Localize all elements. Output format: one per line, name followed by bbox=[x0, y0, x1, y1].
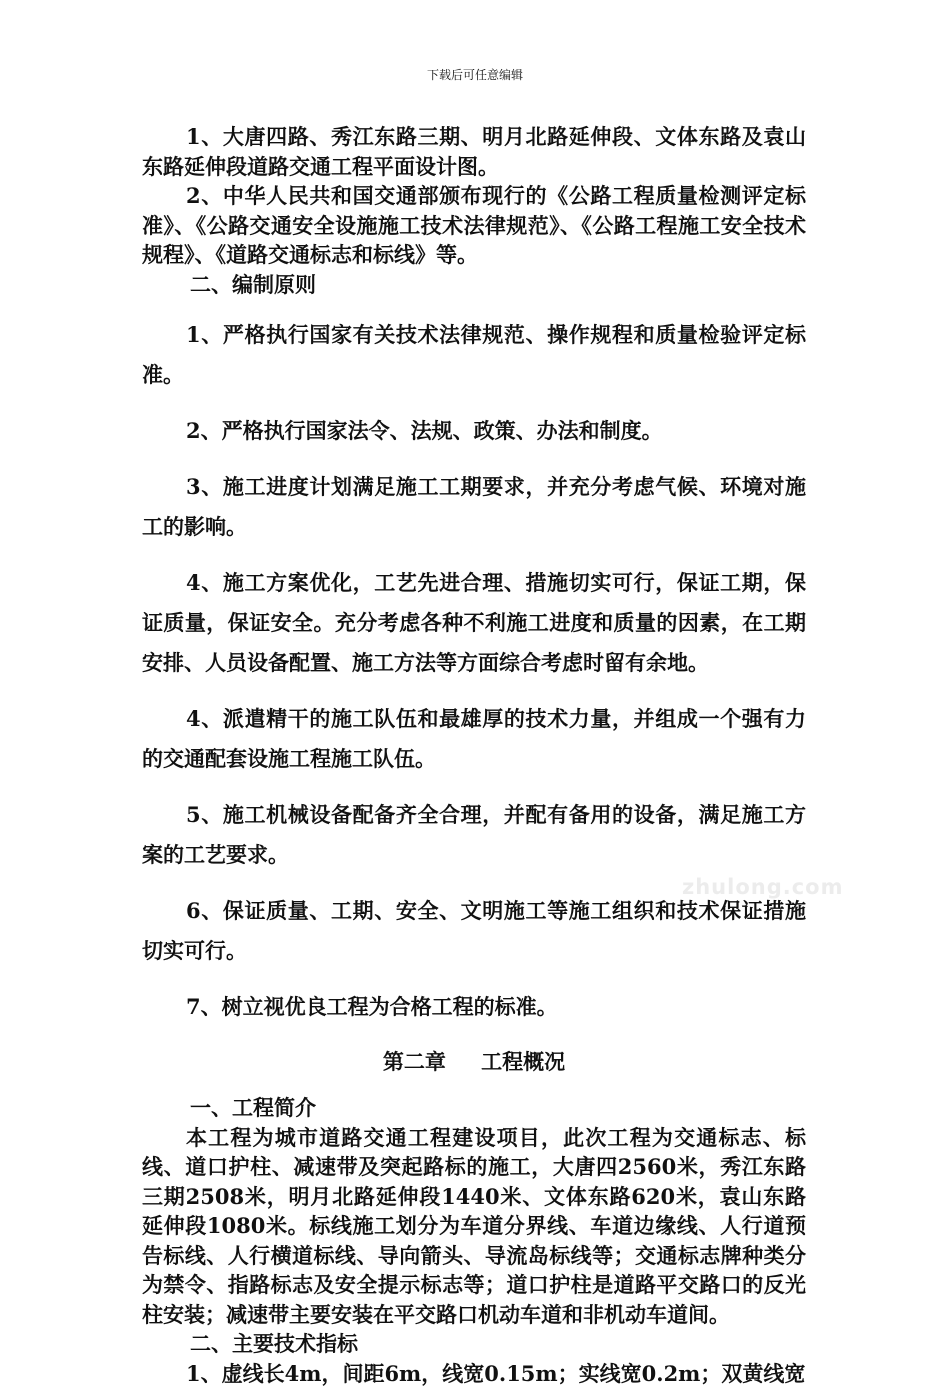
basis-item-1: 1、大唐四路、秀江东路三期、明月北路延伸段、文体东路及袁山东路延伸段道路交通工程平面设计图。 bbox=[142, 122, 806, 181]
watermark: zhulong.com bbox=[682, 875, 843, 899]
principle-item-3: 3、施工进度计划满足施工工期要求，并充分考虑气候、环境对施工的影响。 bbox=[142, 467, 806, 547]
chapter-title: 第二章 工程概况 bbox=[142, 1047, 806, 1077]
principle-item-2: 2、严格执行国家法令、法规、政策、办法和制度。 bbox=[142, 411, 806, 451]
section-heading-tech: 二、主要技术指标 bbox=[142, 1329, 806, 1359]
principle-item-6: 5、施工机械设备配备齐全合理，并配有备用的设备，满足施工方案的工艺要求。 bbox=[142, 795, 806, 875]
section-heading-intro: 一、工程简介 bbox=[142, 1093, 806, 1123]
principle-item-5: 4、派遣精干的施工队伍和最雄厚的技术力量，并组成一个强有力的交通配套设施工程施工队伍。 bbox=[142, 699, 806, 779]
project-intro: 本工程为城市道路交通工程建设项目，此次工程为交通标志、标线、道口护柱、减速带及突起路标的施工，大唐四2560米，秀江东路三期2508米，明月北路延伸段1440米、文体东路620米，袁山东路延伸段1080米。标线施工划分为车道分界线、车道边缘线、人行道预告标线、人行横道标线、导向箭头、导流岛标线等；交通标志牌种类分为禁令、指路标志及安全提示标志等；道口护柱是道路平交路口的反光柱安装；减速带主要安装在平交路口机动车道和非机动车道间。 bbox=[142, 1123, 806, 1330]
section-heading-principles: 二、编制原则 bbox=[142, 270, 806, 300]
principle-item-1: 1、严格执行国家有关技术法律规范、操作规程和质量检验评定标准。 bbox=[142, 315, 806, 395]
principle-item-8: 7、树立视优良工程为合格工程的标准。 bbox=[142, 987, 806, 1027]
principle-item-7: 6、保证质量、工期、安全、文明施工等施工组织和技术保证措施切实可行。 bbox=[142, 891, 806, 971]
tech-item-1: 1、虚线长4m，间距6m，线宽0.15m；实线宽0.2m；双黄线宽 bbox=[142, 1359, 806, 1388]
document-body bbox=[142, 122, 806, 1388]
page-header: 下载后可任意编辑 bbox=[0, 66, 950, 83]
basis-item-2: 2、中华人民共和国交通部颁布现行的《公路工程质量检测评定标准》、《公路交通安全设施施工技术法律规范》、《公路工程施工安全技术规程》、《道路交通标志和标线》等。 bbox=[142, 181, 806, 270]
principle-item-4: 4、施工方案优化，工艺先进合理、措施切实可行，保证工期，保证质量，保证安全。充分考虑各种不利施工进度和质量的因素，在工期安排、人员设备配置、施工方法等方面综合考虑时留有余地。 bbox=[142, 563, 806, 683]
